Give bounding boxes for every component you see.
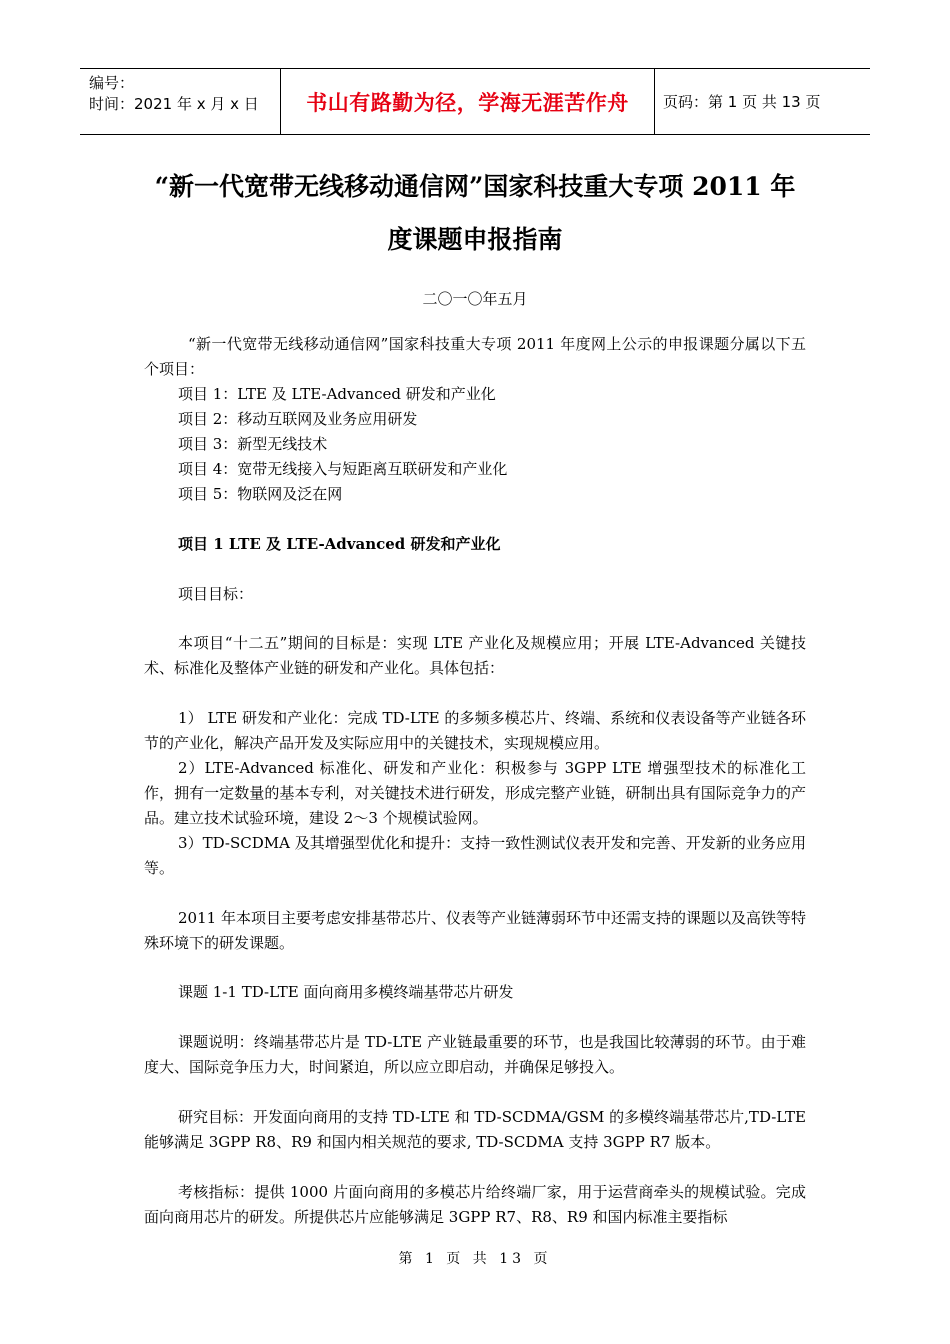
topic-kpi xyxy=(144,1180,806,1230)
goal-label xyxy=(144,582,806,607)
topic-title-text: 课题 1-1 TD-LTE 面向商用多模终端基带芯片研发 xyxy=(178,983,514,1001)
goal-items xyxy=(144,706,806,881)
page-footer: 第 1 页 共 13 页 xyxy=(398,1251,552,1267)
document-date: 二〇一〇年五月 xyxy=(422,290,528,308)
goal-paragraph xyxy=(144,631,806,681)
header-motto: 书山有路勤为径，学海无涯苦作舟 xyxy=(306,90,629,115)
project-item: 项目 3：新型无线技术 xyxy=(178,435,328,453)
section-heading xyxy=(144,532,806,557)
project-item: 项目 4：宽带无线接入与短距离互联研发和产业化 xyxy=(178,460,508,478)
intro-paragraph xyxy=(144,332,806,382)
goal-text: 本项目“十二五”期间的目标是：实现 LTE 产业化及规模应用；开展 LTE-Advanced 关键技术、标准化及整体产业链的研发和产业化。具体包括： xyxy=(144,634,806,677)
goal-label-text: 项目目标： xyxy=(178,585,254,603)
goal-item-2: 2）LTE-Advanced 标准化、研发和产业化：积极参与 3GPP LTE 增强型技术的标准化工作，拥有一定数量的基本专利，对关键技术进行研发，形成完整产业链，研制出具有国际竞争力的产品。建立技术试验环境，建设 2～3 个规模试验网。 xyxy=(144,759,806,827)
topic-goal-text: 研究目标：开发面向商用的支持 TD-LTE 和 TD-SCDMA/GSM 的多模终端基带芯片,TD-LTE 能够满足 3GPP R8、R9 和国内相关规范的要求, TD-SCDMA 支持 3GPP R7 版本。 xyxy=(144,1108,807,1151)
project-list xyxy=(144,382,806,507)
project-item: 项目 2：移动互联网及业务应用研发 xyxy=(178,410,418,428)
year-paragraph xyxy=(144,906,806,956)
intro-text: “新一代宽带无线移动通信网”国家科技重大专项 2011 年度网上公示的申报课题分属以下五个项目： xyxy=(144,335,806,378)
header-page-info: 页码：第 1 页 共 13 页 xyxy=(663,93,821,111)
header-page-cell xyxy=(655,69,870,134)
topic-kpi-text: 考核指标：提供 1000 片面向商用的多模芯片给终端厂家，用于运营商牵头的规模试验。完成面向商用芯片的研发。所提供芯片应能够满足 3GPP R7、R8、R9 和国内标准主要指标 xyxy=(144,1183,806,1226)
topic-description-text: 课题说明：终端基带芯片是 TD-LTE 产业链最重要的环节，也是我国比较薄弱的环节。由于难度大、国际竞争压力大，时间紧迫，所以应立即启动，并确保足够投入。 xyxy=(144,1033,806,1076)
topic-goal xyxy=(144,1105,806,1155)
page-header xyxy=(80,68,870,135)
header-info-cell xyxy=(80,69,281,134)
document-time-label: 时间：2021 年 x 月 x 日 xyxy=(89,95,259,113)
header-motto-cell xyxy=(281,69,655,134)
project-item: 项目 5：物联网及泛在网 xyxy=(178,485,343,503)
document-title-line-1: “新一代宽带无线移动通信网”国家科技重大专项 2011 年 xyxy=(154,172,796,201)
project-item: 项目 1：LTE 及 LTE-Advanced 研发和产业化 xyxy=(178,385,496,403)
document-title-line-2: 度课题申报指南 xyxy=(387,225,563,254)
year-text: 2011 年本项目主要考虑安排基带芯片、仪表等产业链薄弱环节中还需支持的课题以及高铁等特殊环境下的研发课题。 xyxy=(144,909,806,952)
section-heading-text: 项目 1 LTE 及 LTE-Advanced 研发和产业化 xyxy=(178,535,501,553)
topic-description xyxy=(144,1030,806,1080)
goal-item-1: 1） LTE 研发和产业化：完成 TD-LTE 的多频多模芯片、终端、系统和仪表设备等产业链各环节的产业化，解决产品开发及实际应用中的关键技术，实现规模应用。 xyxy=(144,709,806,752)
document-number-label: 编号： xyxy=(89,74,135,92)
topic-title xyxy=(144,980,806,1005)
goal-item-3: 3）TD-SCDMA 及其增强型优化和提升：支持一致性测试仪表开发和完善、开发新的业务应用等。 xyxy=(144,834,806,877)
